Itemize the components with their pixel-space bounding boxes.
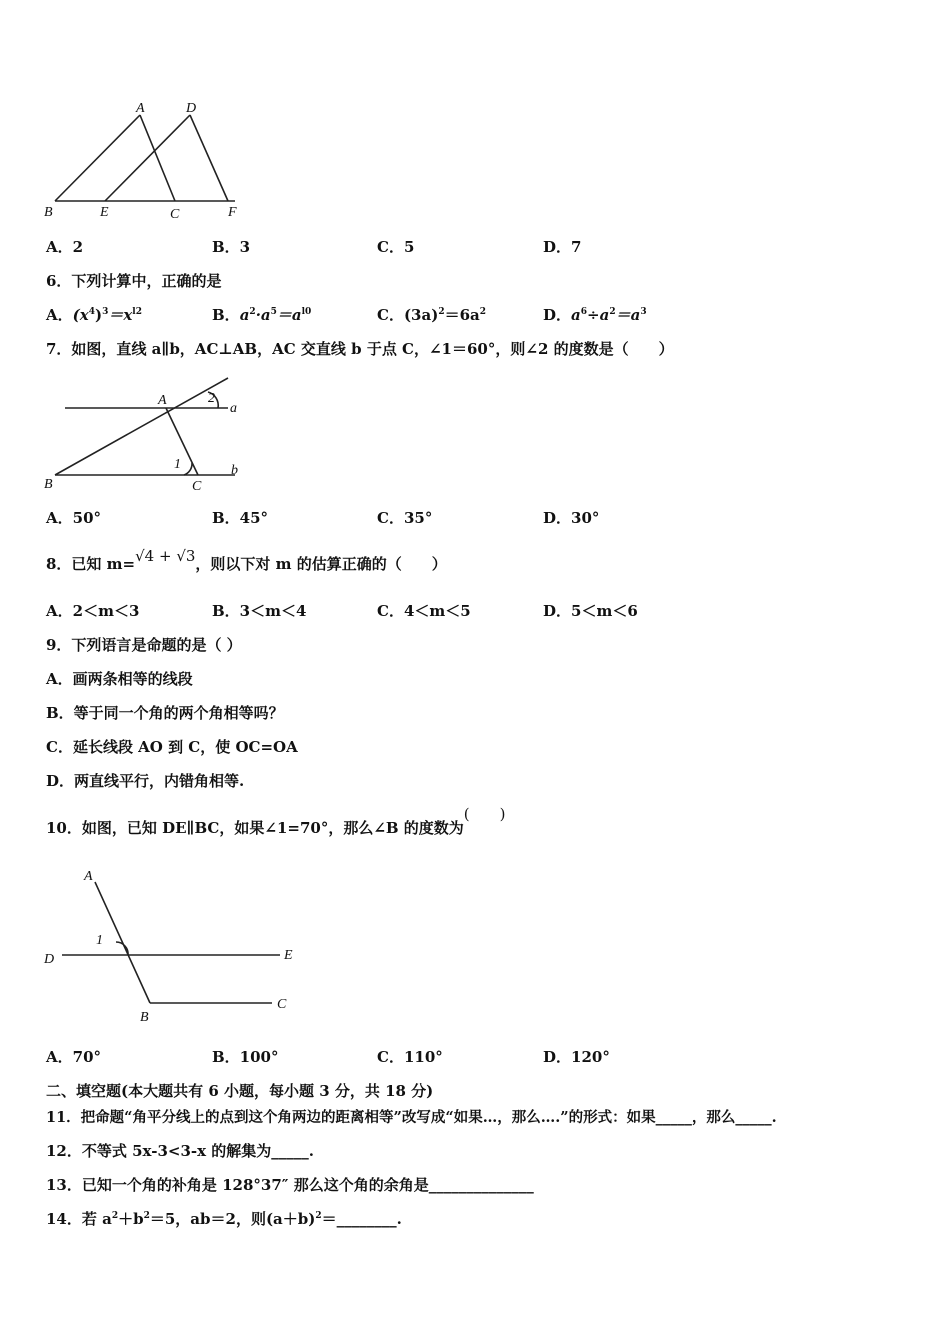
q5-option-a: A．2 — [46, 238, 84, 256]
label-c: C — [170, 207, 180, 222]
label-angle-1: 1 — [174, 457, 181, 472]
label-b-point: B — [44, 477, 53, 492]
q7-option-c: C．35° — [377, 509, 433, 527]
label-a: A — [136, 101, 145, 116]
label-line-b: b — [231, 463, 238, 478]
line-ab — [95, 882, 150, 1003]
q12-text: 12．不等式 5x-3<3-x 的解集为_____. — [46, 1142, 314, 1160]
label-c-point: C — [192, 479, 202, 494]
label-angle-2: 2 — [208, 391, 215, 406]
q11-text: 11．把命题“角平分线上的点到这个角两边的距离相等”改写成“如果…，那么….”的形式：如果_____，那么_____. — [46, 1109, 777, 1126]
q10-stem: 10．如图，已知 DE∥BC，如果∠1=70°，那么∠B 的度数为( ) — [46, 805, 506, 837]
q6-option-d: D．$a^6\div a^2=a^3$ — [543, 306, 647, 324]
q8-option-c: C．4＜m＜5 — [377, 602, 471, 620]
q5-option-c: C．5 — [377, 238, 415, 256]
q6-stem: 6．下列计算中，正确的是 — [46, 272, 222, 290]
q10-option-c: C．110° — [377, 1048, 443, 1066]
q14-text: 14．若 $a^2+b^2=5$，ab＝2，则$(a+b)^2=\_\_\_\_\_\_\_\_$. — [46, 1210, 402, 1228]
label-f: F — [228, 205, 237, 220]
q9-option-b: B．等于同一个角的两个角相等吗？ — [46, 704, 284, 722]
label-a: A — [84, 869, 93, 884]
angle-1-arc — [116, 942, 128, 955]
label-b: B — [140, 1010, 149, 1025]
label-angle-1: 1 — [96, 933, 103, 948]
label-e: E — [284, 948, 293, 963]
q10-option-b: B．100° — [212, 1048, 279, 1066]
q5-option-b: B．3 — [212, 238, 251, 256]
q7-option-b: B．45° — [212, 509, 269, 527]
q8-radical-expression: √4 + √3 — [135, 547, 196, 565]
q7-stem: 7．如图，直线 a∥b，AC⊥AB，AC 交直线 b 于点 C，∠1＝60°，则∠2 的度数是（ ） — [46, 340, 674, 358]
q13-text: 13．已知一个角的补角是 128°37″ 那么这个角的余角是______________ — [46, 1176, 534, 1194]
q7-option-d: D．30° — [543, 509, 600, 527]
section-2-heading: 二、填空题(本大题共有 6 小题，每小题 3 分，共 18 分) — [46, 1082, 434, 1100]
segment-ed — [105, 115, 190, 201]
q9-option-c: C．延长线段 AO 到 C，使 OC=OA — [46, 738, 298, 756]
angle-1-arc — [184, 463, 192, 475]
label-b: B — [44, 205, 53, 220]
label-d: D — [44, 952, 55, 967]
q8-option-b: B．3＜m＜4 — [212, 602, 307, 620]
q7-option-a: A．50° — [46, 509, 102, 527]
q6-option-b: B．$a^2\cdot a^5=a^{l0}$ — [212, 306, 312, 324]
q9-stem: 9．下列语言是命题的是（ ） — [46, 636, 242, 654]
figure-q10-parallel-lines — [40, 862, 310, 1027]
segment-ba — [55, 115, 140, 201]
q9-option-d: D．两直线平行，内错角相等. — [46, 772, 245, 790]
q6-option-a: A．$(x^4)^3=x^{l2}$ — [46, 306, 142, 324]
segment-df — [190, 115, 228, 201]
q8-stem: 8．已知 m=√4 + √3，则以下对 m 的估算正确的（ ） — [46, 547, 447, 573]
q6-option-c: C．$(3a)^2=6a^2$ — [377, 306, 487, 324]
figure-q5-triangles — [40, 98, 250, 226]
q9-option-a: A．画两条相等的线段 — [46, 670, 193, 688]
q10-option-a: A．70° — [46, 1048, 102, 1066]
label-c: C — [277, 997, 287, 1012]
segment-ac — [166, 408, 198, 475]
line-ba-extended — [55, 378, 228, 475]
label-e: E — [100, 205, 109, 220]
label-d: D — [186, 101, 197, 116]
label-line-a: a — [230, 401, 237, 416]
q10-option-d: D．120° — [543, 1048, 610, 1066]
q5-option-d: D．7 — [543, 238, 582, 256]
q8-option-a: A．2＜m＜3 — [46, 602, 140, 620]
segment-ac — [140, 115, 175, 201]
figure-q7-parallel-lines — [40, 370, 260, 495]
label-a-point: A — [158, 393, 167, 408]
q8-option-d: D．5＜m＜6 — [543, 602, 638, 620]
